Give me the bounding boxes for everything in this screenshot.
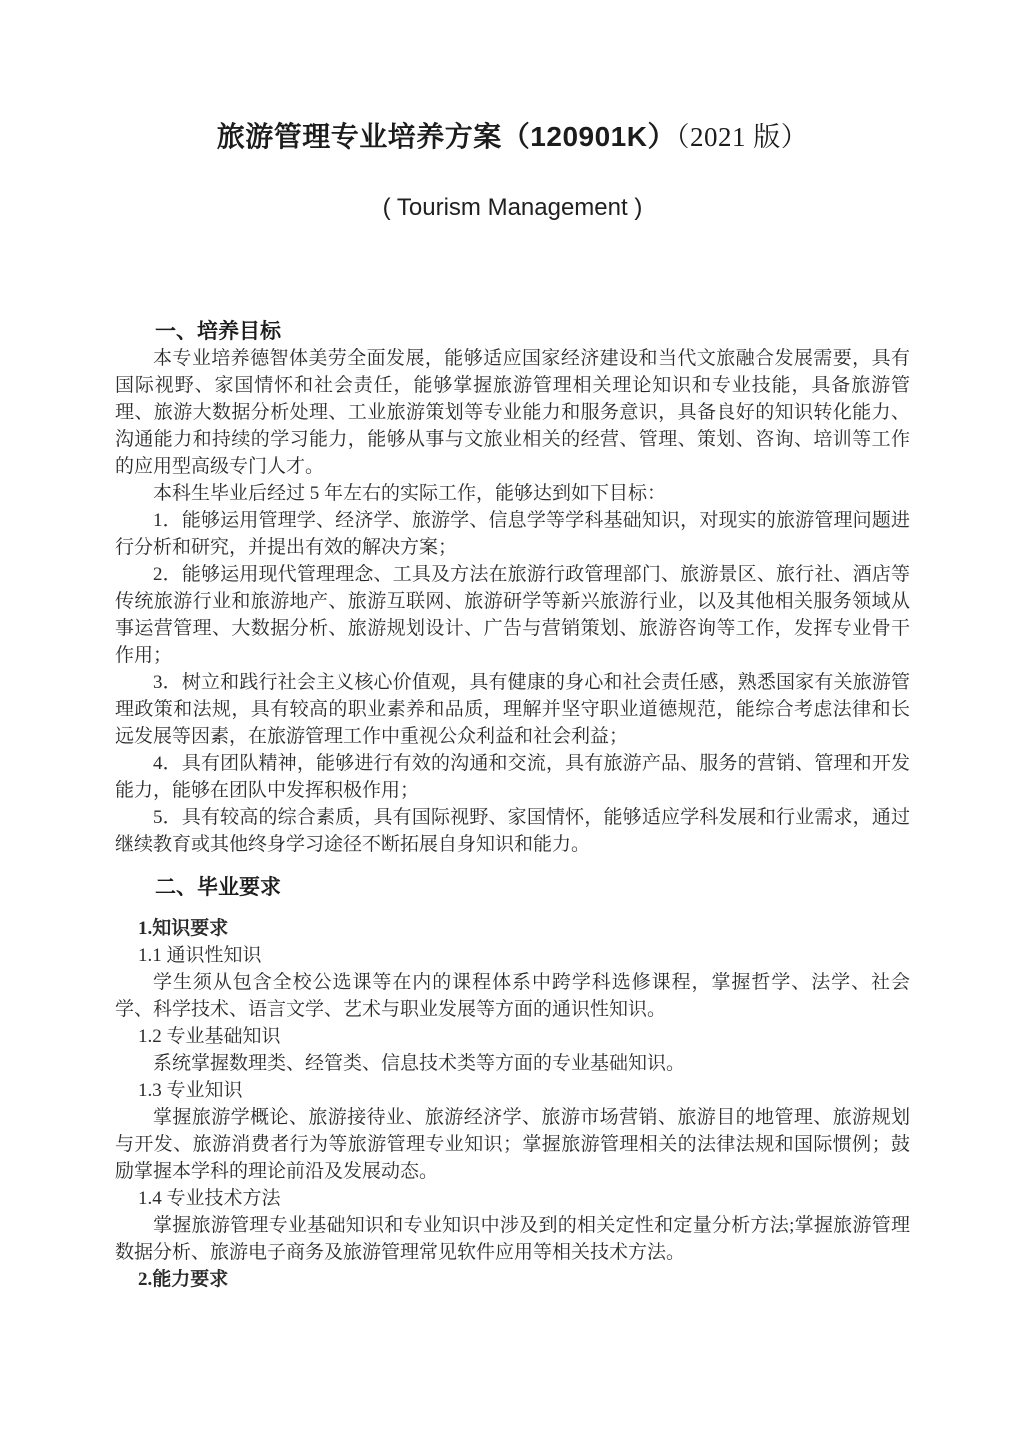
paragraph-goals-lead: 本科生毕业后经过 5 年左右的实际工作，能够达到如下目标：: [153, 483, 667, 504]
doc-title-main: 旅游管理专业培养方案（120901K）: [216, 121, 676, 152]
subheading-knowledge-requirements: 1.知识要求: [138, 918, 229, 939]
paragraph-1-1-general-knowledge: 学生须从包含全校公选课等在内的课程体系中跨学科选修课程，掌握哲学、法学、社会学、科学技术、语言文学、艺术与职业发展等方面的通识性知识。: [115, 972, 910, 1020]
paragraph-1-4-technical-methods: 掌握旅游管理专业基础知识和专业知识中涉及到的相关定性和定量分析方法;掌握旅游管理数据分析、旅游电子商务及旅游管理常见软件应用等相关技术方法。: [115, 1215, 910, 1263]
subheading-1-4-technical-methods: 1.4 专业技术方法: [138, 1188, 281, 1209]
knowledge-blocks: [115, 942, 910, 1266]
section-heading-training-objectives: 一、培养目标: [155, 320, 281, 343]
subheading-ability-requirements: 2.能力要求: [138, 1269, 229, 1290]
subheading-1-2-professional-basics: 1.2 专业基础知识: [138, 1026, 281, 1047]
subheading-1-3-professional-knowledge: 1.3 专业知识: [138, 1080, 243, 1101]
paragraph-1-3-professional-knowledge: 掌握旅游学概论、旅游接待业、旅游经济学、旅游市场营销、旅游目的地管理、旅游规划与开发、旅游消费者行为等旅游管理专业知识；掌握旅游管理相关的法律法规和国际惯例；鼓励掌握本学科的理论前沿及发展动态。: [115, 1107, 910, 1182]
doc-subtitle: ( Tourism Management ): [382, 194, 643, 221]
goals-list: [115, 507, 910, 858]
goal-item-1: 1．能够运用管理学、经济学、旅游学、信息学等学科基础知识，对现实的旅游管理问题进行分析和研究，并提出有效的解决方案；: [115, 510, 910, 558]
goal-item-4: 4．具有团队精神，能够进行有效的沟通和交流，具有旅游产品、服务的营销、管理和开发能力，能够在团队中发挥积极作用；: [115, 753, 910, 801]
goal-item-3: 3．树立和践行社会主义核心价值观，具有健康的身心和社会责任感，熟悉国家有关旅游管理政策和法规，具有较高的职业素养和品质，理解并坚守职业道德规范，能综合考虑法律和长远发展等因素，在旅游管理工作中重视公众利益和社会利益；: [115, 672, 910, 747]
doc-title-version: （2021 版）: [675, 122, 809, 152]
section-heading-graduation-requirements: 二、毕业要求: [155, 876, 281, 899]
paragraph-training-intro: 本专业培养德智体美劳全面发展，能够适应国家经济建设和当代文旅融合发展需要，具有国际视野、家国情怀和社会责任，能够掌握旅游管理相关理论知识和专业技能，具备旅游管理、旅游大数据分析处理、工业旅游策划等专业能力和服务意识，具备良好的知识转化能力、沟通能力和持续的学习能力，能够从事与文旅业相关的经营、管理、策划、咨询、培训等工作的应用型高级专门人才。: [115, 348, 910, 477]
paragraph-1-2-professional-basics: 系统掌握数理类、经管类、信息技术类等方面的专业基础知识。: [153, 1053, 686, 1074]
goal-item-2: 2．能够运用现代管理理念、工具及方法在旅游行政管理部门、旅游景区、旅行社、酒店等传统旅游行业和旅游地产、旅游互联网、旅游研学等新兴旅游行业，以及其他相关服务领域从事运营管理、大数据分析、旅游规划设计、广告与营销策划、旅游咨询等工作，发挥专业骨干作用；: [115, 564, 910, 666]
goal-item-5: 5．具有较高的综合素质，具有国际视野、家国情怀，能够适应学科发展和行业需求，通过继续教育或其他终身学习途径不断拓展自身知识和能力。: [115, 807, 910, 855]
subheading-1-1-general-knowledge: 1.1 通识性知识: [138, 945, 262, 966]
doc-title: [115, 0, 910, 155]
